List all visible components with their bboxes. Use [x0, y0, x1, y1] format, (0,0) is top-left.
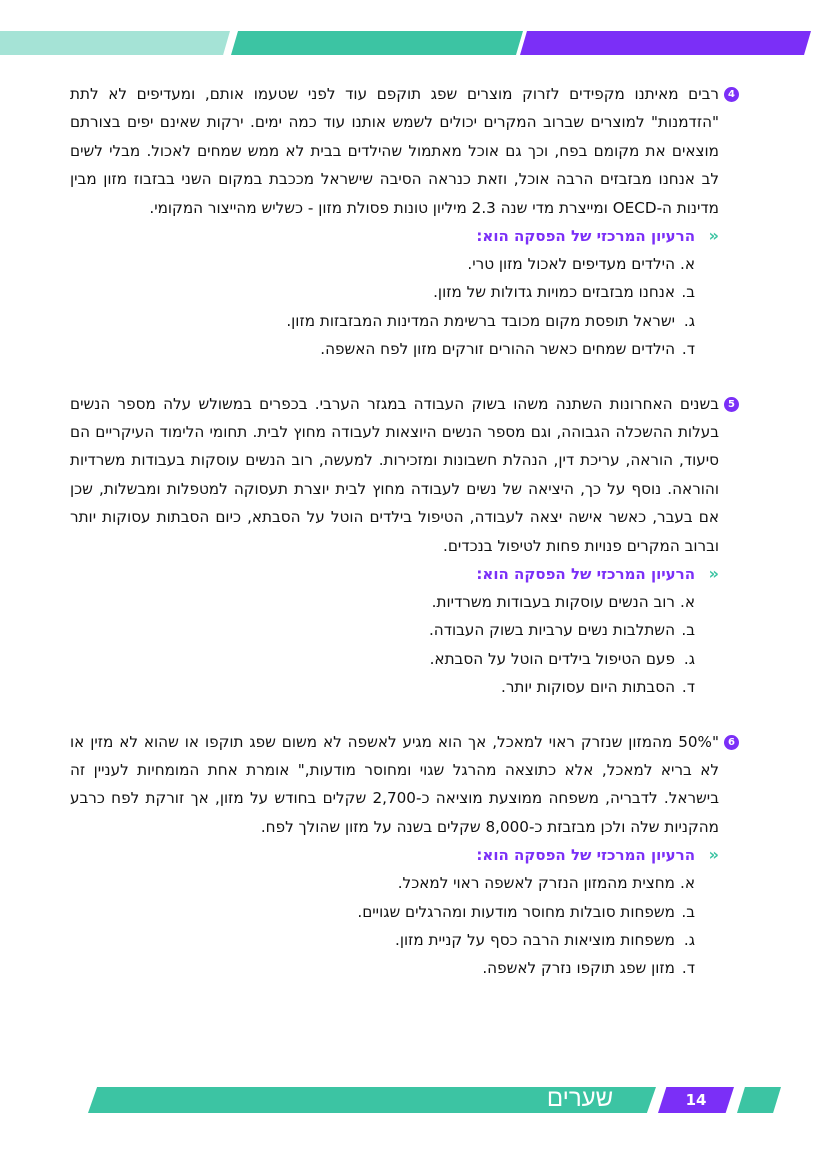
option-text: אנחנו מבזבזים כמויות גדולות של מזון. — [433, 283, 675, 302]
answer-option[interactable] — [70, 588, 695, 616]
header-bar-purple — [520, 31, 811, 55]
option-letter: א. — [680, 255, 695, 274]
option-letter: ד. — [681, 340, 695, 359]
option-text: משפחות מוציאות הרבה כסף על קניית מזון. — [395, 931, 675, 949]
question-number-badge: 6 — [724, 735, 739, 750]
answer-option[interactable] — [70, 869, 695, 897]
option-letter: א. — [680, 874, 695, 893]
option-text: הילדים שמחים כאשר ההורים זורקים מזון לפח האשפה. — [320, 340, 675, 359]
main-idea-heading — [70, 222, 719, 250]
answer-option[interactable] — [70, 954, 695, 982]
question-paragraph: רבים מאיתנו מקפידים לזרוק מוצרים שפג תוקפם עוד לפני שטעמו אותם, ומעדיפים לא לתת "הזדמנות" למוצרים שברוב המקרים יכולים לשמש אותנו עוד כמה ימים. ירקות שאינם יפים בצורתם מוצאים את מקומם בפח, וכך גם אוכל מאתמול שהילדים בבית לא ממש שמחים לאכול. מבלי לשים לב אנחנו מבזבזים הרבה אוכל, וזאת כנראה הסיבה שישראל מככבת במקום השני בבזבוז מזון מבין מדינות ה-OECD ומייצרת מדי שנה 2.3 מיליון טונות פסולת מזון - כשליש מהייצור המקומי. — [70, 85, 719, 217]
answer-option[interactable] — [70, 616, 695, 644]
main-idea-label: הרעיון המרכזי של הפסקה הוא: — [476, 565, 695, 584]
main-idea-heading — [70, 560, 719, 588]
option-text: משפחות סובלות מחוסר מודעות ומהרגלים שגויים. — [357, 902, 675, 921]
main-idea-heading — [70, 841, 719, 869]
option-text: הילדים מעדיפים לאכול מזון טרי. — [467, 255, 675, 274]
chevron-double-left-icon: « — [708, 226, 719, 246]
page-number: 14 — [685, 1091, 707, 1109]
question-number-badge: 5 — [724, 397, 739, 412]
question-4 — [70, 80, 739, 364]
option-letter: ג. — [683, 931, 695, 949]
answer-option[interactable] — [70, 335, 695, 363]
option-text: פעם הטיפול בילדים הוטל על הסבתא. — [429, 649, 675, 668]
answer-option[interactable] — [70, 278, 695, 306]
option-text: ישראל תופסת מקום מכובד ברשימת המדינות המבזבזות מזון. — [286, 311, 675, 330]
header-bar-light — [0, 31, 230, 55]
answer-option[interactable] — [70, 926, 695, 954]
answer-option[interactable] — [70, 307, 695, 335]
option-letter: ב. — [681, 283, 695, 302]
chevron-double-left-icon: « — [708, 564, 719, 584]
book-title: שערים — [546, 1085, 614, 1112]
header-bar-teal — [231, 31, 523, 55]
option-letter: ב. — [681, 902, 695, 921]
answer-option[interactable] — [70, 673, 695, 701]
option-letter: א. — [680, 593, 695, 612]
option-letter: ד. — [681, 678, 695, 697]
option-text: השתלבות נשים ערביות בשוק העבודה. — [428, 621, 675, 640]
option-text: הסבתות היום עסוקות יותר. — [501, 678, 675, 697]
main-idea-label: הרעיון המרכזי של הפסקה הוא: — [476, 227, 695, 246]
option-letter: ד. — [681, 959, 695, 978]
option-text: רוב הנשים עוסקות בעבודות משרדיות. — [431, 593, 675, 612]
question-6 — [70, 728, 739, 983]
answer-option[interactable] — [70, 898, 695, 926]
page-content — [70, 80, 739, 1009]
option-letter: ג. — [683, 649, 695, 668]
answer-option[interactable] — [70, 645, 695, 673]
question-paragraph: בשנים האחרונות השתנה משהו בשוק העבודה במגזר הערבי. בכפרים במשולש עלה מספר הנשים בעלות ההשכלה הגבוהה, וגם מספר הנשים היוצאות לעבודה מחוץ לבית. תחומי הלימוד העיקריים הם סיעוד, הוראה, עריכת דין, הנהלת חשבונות ומזכירות. למעשה, רוב הנשים עוסקות בעבודות משרדיות והוראה. נוסף על כך, היציאה של נשים לעבודה מחוץ לבית יוצרת תעסוקה למטפלות ומבשלות, שכן אם בעבר, כאשר אישה יצאה לעבודה, הטיפול בילדים הוטל על הסבתא, כיום הסבתות עסוקות יותר וברוב המקרים פנויות פחות לטיפול בנכדים. — [70, 394, 719, 555]
answer-option[interactable] — [70, 250, 695, 278]
option-text: מחצית מהמזון הנזרק לאשפה ראוי למאכל. — [397, 874, 675, 893]
question-number-badge: 4 — [724, 87, 739, 102]
main-idea-label: הרעיון המרכזי של הפסקה הוא: — [476, 846, 695, 865]
question-paragraph: "50% מהמזון שנזרק ראוי למאכל, אך הוא מגיע לאשפה לא משום שפג תוקפו או שהוא לא מזין או לא בריא למאכל, אלא כתוצאה מהרגל שגוי ומחוסר מודעות," אומרת אחת המומחיות לעניין זה בישראל. לדבריה, משפחה ממוצעת מוציאה כ-2,700 שקלים בחודש על מזון, אך זורקת לפח כרבע מהקניות שלה ולכן מבזבזת כ-8,000 שקלים בשנה על מזון שהולך לפח. — [70, 732, 719, 836]
chevron-double-left-icon: « — [708, 845, 719, 865]
option-letter: ג. — [683, 311, 695, 330]
option-letter: ב. — [681, 621, 695, 640]
question-5 — [70, 390, 739, 702]
option-text: מזון שפג תוקפו נזרק לאשפה. — [482, 959, 675, 978]
footer-bar-small — [737, 1087, 781, 1113]
